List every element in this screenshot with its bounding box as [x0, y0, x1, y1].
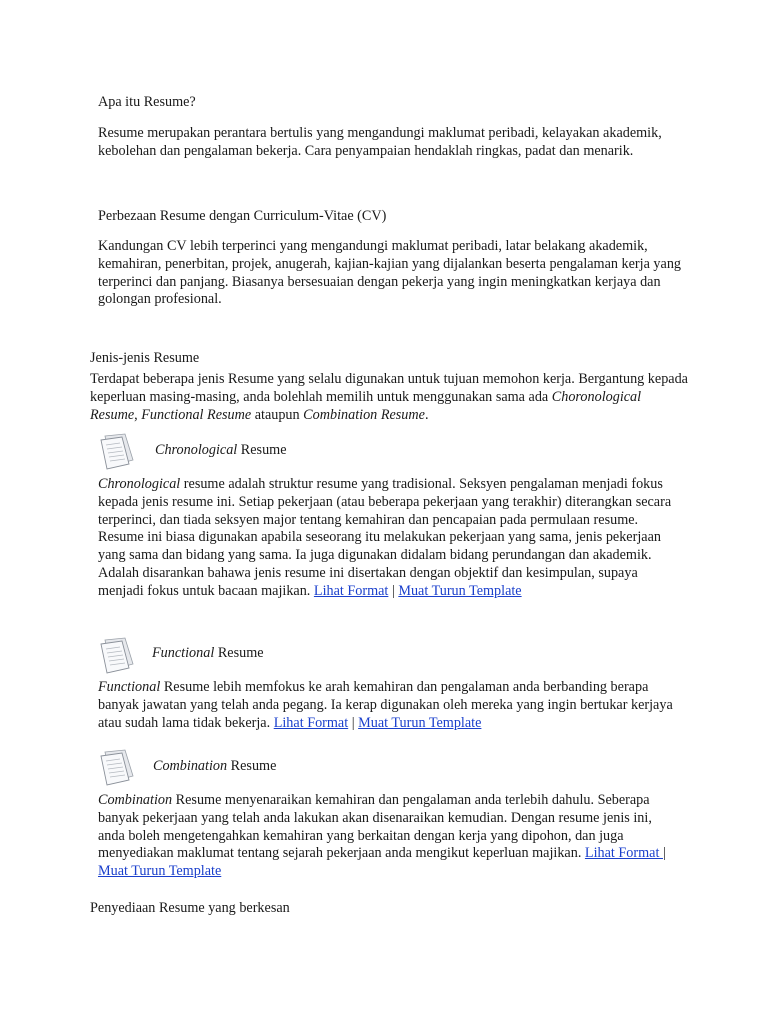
- section-title-rest: Resume: [237, 442, 287, 458]
- section-title-combination: [153, 758, 276, 776]
- types-sep-1: ,: [134, 406, 142, 423]
- section-body-functional: [98, 679, 678, 732]
- link-separator: |: [348, 714, 359, 731]
- type-chronological: Choronological Resume: [90, 388, 642, 423]
- document-icon: [95, 636, 135, 674]
- document-icon: [95, 748, 135, 786]
- lihat-format-link[interactable]: Lihat Format: [584, 845, 663, 862]
- types-intro-text: Terdapat beberapa jenis Resume yang selalu digunakan untuk tujuan memohon kerja. Bergantung kepada keperluan masing-masing, anda bolehlah memilih untuk menggunakan sama ada: [90, 371, 688, 405]
- types-intro: [90, 371, 690, 424]
- section-title-italic: Functional: [152, 645, 215, 661]
- muat-turun-template-link[interactable]: Muat Turun Template: [358, 714, 482, 731]
- types-end: .: [424, 406, 429, 423]
- section-title-italic: Combination: [153, 758, 228, 774]
- section-body-text: resume adalah struktur resume yang tradisional. Seksyen pengalaman menjadi fokus kepada jenis resume ini. Setiap pekerjaan (atau beberapa pekerjaan yang terakhir) diterangkan secara terperinci, dan tiada seksyen major tentang kemahiran dan pencapaian pada permulaan resume. Resume ini biasa digunakan apabila seseorang itu melakukan pekerjaan yang sama, jenis pekerjaan yang sama dan bidang yang sama. Ia juga digunakan didalam bidang perundangan dan akademik. Adalah disarankan bahawa jenis resume ini disertakan dengan objektif dan kesimpulan, supaya menjadi fokus untuk bacaan majikan.: [98, 476, 672, 599]
- answer-perbezaan: Kandungan CV lebih terperinci yang mengandungi maklumat peribadi, latar belakang akademik, kemahiran, penerbitan, projek, anugerah, kajian-kajian yang dijalankan beserta pengalaman kerja yang terperinci dan panjang. Biasanya bersesuaian dengan pekerja yang ingin meningkatkan kerjaya dan golongan profesional.: [98, 238, 682, 308]
- section-body-text: Resume lebih memfokus ke arah kemahiran dan pengalaman anda berbanding berapa banyak jawatan yang telah anda pegang. Ia kerap digunakan oleh mereka yang ingin bertukar kerjaya atau sudah lama tidak bekerja.: [98, 679, 673, 731]
- section-title-chronological: [155, 442, 287, 460]
- section-title-italic: Chronological: [155, 442, 238, 458]
- muat-turun-template-link[interactable]: Muat Turun Template: [398, 582, 522, 599]
- heading-penyediaan-resume: Penyediaan Resume yang berkesan: [90, 900, 290, 916]
- section-body-italic: Functional: [98, 679, 161, 695]
- section-title-rest: Resume: [214, 645, 264, 661]
- types-sep-2: ataupun: [251, 406, 304, 423]
- section-body-combination: [98, 792, 678, 881]
- type-functional: Functional Resume: [141, 406, 252, 423]
- answer-apa-itu-resume: Resume merupakan perantara bertulis yang mengandungi maklumat peribadi, kelayakan akademik, kebolehan dan pengalaman bekerja. Cara penyampaian hendaklah ringkas, padat dan menarik.: [98, 125, 662, 159]
- section-title-functional: [152, 645, 264, 663]
- link-separator: |: [662, 845, 666, 862]
- muat-turun-template-link[interactable]: Muat Turun Template: [98, 863, 222, 880]
- section-body-chronological: [98, 476, 678, 601]
- question-apa-itu-resume: Apa itu Resume?: [98, 94, 196, 110]
- type-combination: Combination Resume: [303, 406, 425, 423]
- link-separator: |: [388, 582, 399, 599]
- heading-jenis-resume: Jenis-jenis Resume: [90, 350, 200, 366]
- section-body-italic: Combination: [98, 792, 173, 808]
- document-icon: [95, 432, 135, 470]
- question-perbezaan: Perbezaan Resume dengan Curriculum-Vitae (CV): [98, 208, 387, 224]
- section-body-italic: Chronological: [98, 476, 181, 492]
- section-title-rest: Resume: [227, 758, 277, 774]
- section-body-text: Resume menyenaraikan kemahiran dan pengalaman anda terlebih dahulu. Seberapa banyak pekerjaan yang telah anda lakukan akan disenaraikan kemudian. Dengan resume jenis ini, anda boleh mengetengahkan kemahiran yang berkaitan dengan kerja yang dipohon, dan juga menyediakan maklumat tentang sejarah pekerjaan anda mengikut keperluan majikan.: [98, 792, 652, 862]
- lihat-format-link[interactable]: Lihat Format: [273, 714, 349, 731]
- lihat-format-link[interactable]: Lihat Format: [313, 582, 389, 599]
